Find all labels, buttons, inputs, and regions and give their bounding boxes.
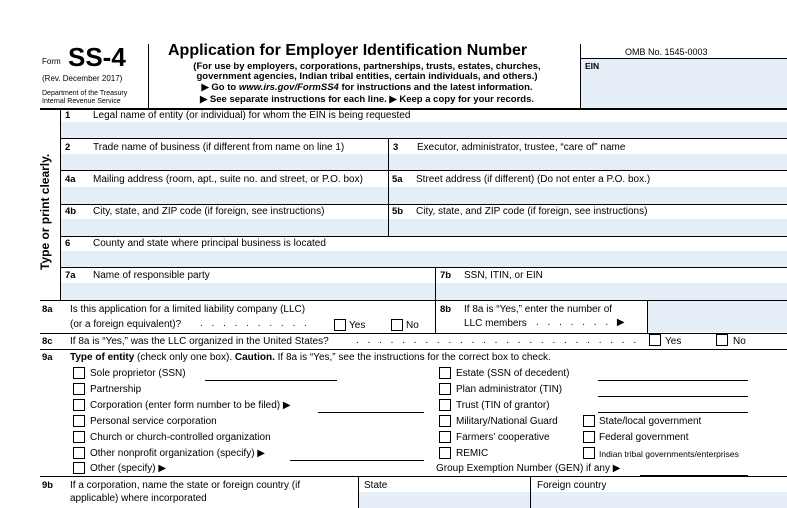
line2-number: 2 (65, 142, 71, 153)
entity-church-checkbox[interactable] (73, 431, 85, 443)
line5b-input[interactable] (389, 219, 787, 236)
entity-farmers-coop-checkbox[interactable] (439, 431, 451, 443)
trust-tin-line[interactable] (598, 412, 748, 413)
department-line1: Department of the Treasury (42, 90, 128, 97)
entity-sole-proprietor-label: Sole proprietor (SSN) (90, 368, 186, 379)
entity-estate-label: Estate (SSN of decedent) (456, 368, 570, 379)
line8a-yes-label: Yes (349, 320, 366, 331)
department-line2: Internal Revenue Service (42, 98, 121, 105)
sole-proprietor-ssn-line[interactable] (205, 380, 337, 381)
line4b-number: 4b (65, 206, 77, 217)
line8a-yes-checkbox[interactable] (334, 319, 346, 331)
line5b-number: 5b (392, 206, 404, 217)
line9b-label2: applicable) where incorporated (70, 493, 207, 504)
entity-farmers-coop-label: Farmers’ cooperative (456, 432, 550, 443)
form-id: SS-4 (68, 42, 126, 72)
other-nonprofit-specify-line[interactable] (290, 460, 424, 461)
line8a-number: 8a (42, 304, 53, 315)
omb-number: OMB No. 1545-0003 (625, 47, 708, 57)
entity-corporation-label: Corporation (enter form number to be filed) ▶ (90, 400, 291, 411)
entity-plan-administrator-checkbox[interactable] (439, 383, 451, 395)
entity-state-local-gov-checkbox[interactable] (583, 415, 595, 427)
form-word: Form (42, 57, 61, 66)
line9b-label1: If a corporation, name the state or foreign country (if (70, 480, 301, 491)
group-exemption-label: Group Exemption Number (GEN) if any ▶ (436, 463, 621, 474)
entity-indian-tribal-label: Indian tribal governments/enterprises (599, 449, 739, 459)
entity-partnership-checkbox[interactable] (73, 383, 85, 395)
line4a-number: 4a (65, 174, 76, 185)
entity-sole-proprietor-checkbox[interactable] (73, 367, 85, 379)
line7b-number: 7b (440, 270, 452, 281)
entity-church-label: Church or church-controlled organization (90, 432, 271, 443)
line9b-country-label: Foreign country (537, 480, 607, 491)
entity-military-checkbox[interactable] (439, 415, 451, 427)
line6-number: 6 (65, 238, 71, 249)
line8c-number: 8c (42, 336, 53, 347)
line9a-number: 9a (42, 352, 53, 363)
entity-personal-service-checkbox[interactable] (73, 415, 85, 427)
subtitle-line1: (For use by employers, corporations, partnerships, trusts, estates, churches, (193, 61, 541, 72)
line8b-llc-members-input[interactable] (648, 301, 787, 332)
line8c-no-label: No (733, 336, 746, 347)
entity-personal-service-label: Personal service corporation (90, 416, 217, 427)
line7b-input[interactable] (436, 283, 787, 300)
line8c-label: If 8a is “Yes,” was the LLC organized in the United States? (70, 336, 329, 347)
entity-other-nonprofit-label: Other nonprofit organization (specify) ▶ (90, 448, 265, 459)
line9b-country-input[interactable] (531, 492, 787, 508)
entity-partnership-label: Partnership (90, 384, 142, 395)
entity-other-nonprofit-checkbox[interactable] (73, 447, 85, 459)
subtitle-line2: government agencies, Indian tribal entities, certain individuals, and others.) (196, 71, 538, 82)
goto-line: ▶ Go to www.irs.gov/FormSS4 for instructions and the latest information. (201, 82, 533, 93)
line8c-leader: . . . . . . . . . . . . . . . . . . . . . . . . . (356, 335, 640, 346)
line2-label: Trade name of business (if different from name on line 1) (93, 142, 345, 153)
entity-state-local-gov-label: State/local government (599, 416, 702, 427)
ein-label: EIN (585, 61, 600, 71)
side-label: Type or print clearly. (38, 153, 52, 270)
line2-input[interactable] (61, 154, 388, 170)
entity-military-label: Military/National Guard (456, 416, 558, 427)
entity-plan-administrator-label: Plan administrator (TIN) (456, 384, 563, 395)
line7a-label: Name of responsible party (93, 270, 210, 281)
line3-label: Executor, administrator, trustee, “care of” name (417, 142, 626, 153)
line8c-yes-label: Yes (665, 336, 682, 347)
form-title: Application for Employer Identification Number (168, 42, 528, 59)
entity-other-label: Other (specify) ▶ (90, 463, 167, 474)
line6-label: County and state where principal business is located (93, 238, 326, 249)
irs-link[interactable]: www.irs.gov/FormSS4 (238, 82, 339, 93)
line7a-number: 7a (65, 270, 76, 281)
line8a-label1: Is this application for a limited liability company (LLC) (70, 304, 306, 315)
entity-federal-gov-label: Federal government (599, 432, 689, 443)
entity-trust-checkbox[interactable] (439, 399, 451, 411)
ein-field[interactable] (581, 59, 787, 108)
line8a-no-checkbox[interactable] (391, 319, 403, 331)
line9b-state-input[interactable] (359, 492, 530, 508)
entity-trust-label: Trust (TIN of grantor) (456, 400, 550, 411)
entity-corporation-checkbox[interactable] (73, 399, 85, 411)
see-instructions-line: ▶ See separate instructions for each line. ▶ Keep a copy for your records. (199, 94, 535, 105)
line5a-number: 5a (392, 174, 403, 185)
line6-input[interactable] (61, 251, 787, 267)
line8a-label2: (or a foreign equivalent)? (70, 319, 182, 330)
line8a-leader: . . . . . . . . . . (200, 318, 310, 329)
plan-administrator-tin-line[interactable] (598, 396, 748, 397)
line8a-no-label: No (406, 320, 419, 331)
line8c-no-checkbox[interactable] (716, 334, 728, 346)
line1-label: Legal name of entity (or individual) for whom the EIN is being requested (93, 110, 411, 121)
line4a-label: Mailing address (room, apt., suite no. and street, or P.O. box) (93, 174, 363, 185)
entity-remic-label: REMIC (456, 448, 489, 459)
line4a-input[interactable] (61, 187, 388, 204)
line9b-state-label: State (364, 480, 388, 491)
entity-indian-tribal-checkbox[interactable] (583, 447, 595, 459)
line3-input[interactable] (389, 154, 787, 170)
entity-other-checkbox[interactable] (73, 462, 85, 474)
entity-estate-checkbox[interactable] (439, 367, 451, 379)
line5a-input[interactable] (389, 187, 787, 204)
line5b-label: City, state, and ZIP code (if foreign, see instructions) (416, 206, 648, 217)
entity-federal-gov-checkbox[interactable] (583, 431, 595, 443)
line8b-number: 8b (440, 304, 452, 315)
line9a-label: Type of entity (check only one box). Caution. If 8a is “Yes,” see the instructions for the correct box to check. (70, 352, 551, 363)
line8b-label1: If 8a is “Yes,” enter the number of (464, 304, 613, 315)
line8b-leader: . . . . . . . ▶ (536, 317, 628, 328)
line8b-label2: LLC members (464, 318, 527, 329)
line7a-input[interactable] (61, 283, 435, 300)
line1-input[interactable] (61, 122, 787, 138)
line5a-label: Street address (if different) (Do not enter a P.O. box.) (416, 174, 651, 185)
entity-remic-checkbox[interactable] (439, 447, 451, 459)
line4b-label: City, state, and ZIP code (if foreign, see instructions) (93, 206, 325, 217)
line4b-input[interactable] (61, 219, 388, 236)
corporation-form-number-line[interactable] (318, 412, 424, 413)
line9b-number: 9b (42, 480, 54, 491)
line3-number: 3 (393, 142, 399, 153)
estate-ssn-line[interactable] (598, 380, 748, 381)
revision-date: (Rev. December 2017) (42, 74, 123, 83)
line1-number: 1 (65, 110, 71, 121)
line8c-yes-checkbox[interactable] (649, 334, 661, 346)
line7b-label: SSN, ITIN, or EIN (464, 270, 543, 281)
